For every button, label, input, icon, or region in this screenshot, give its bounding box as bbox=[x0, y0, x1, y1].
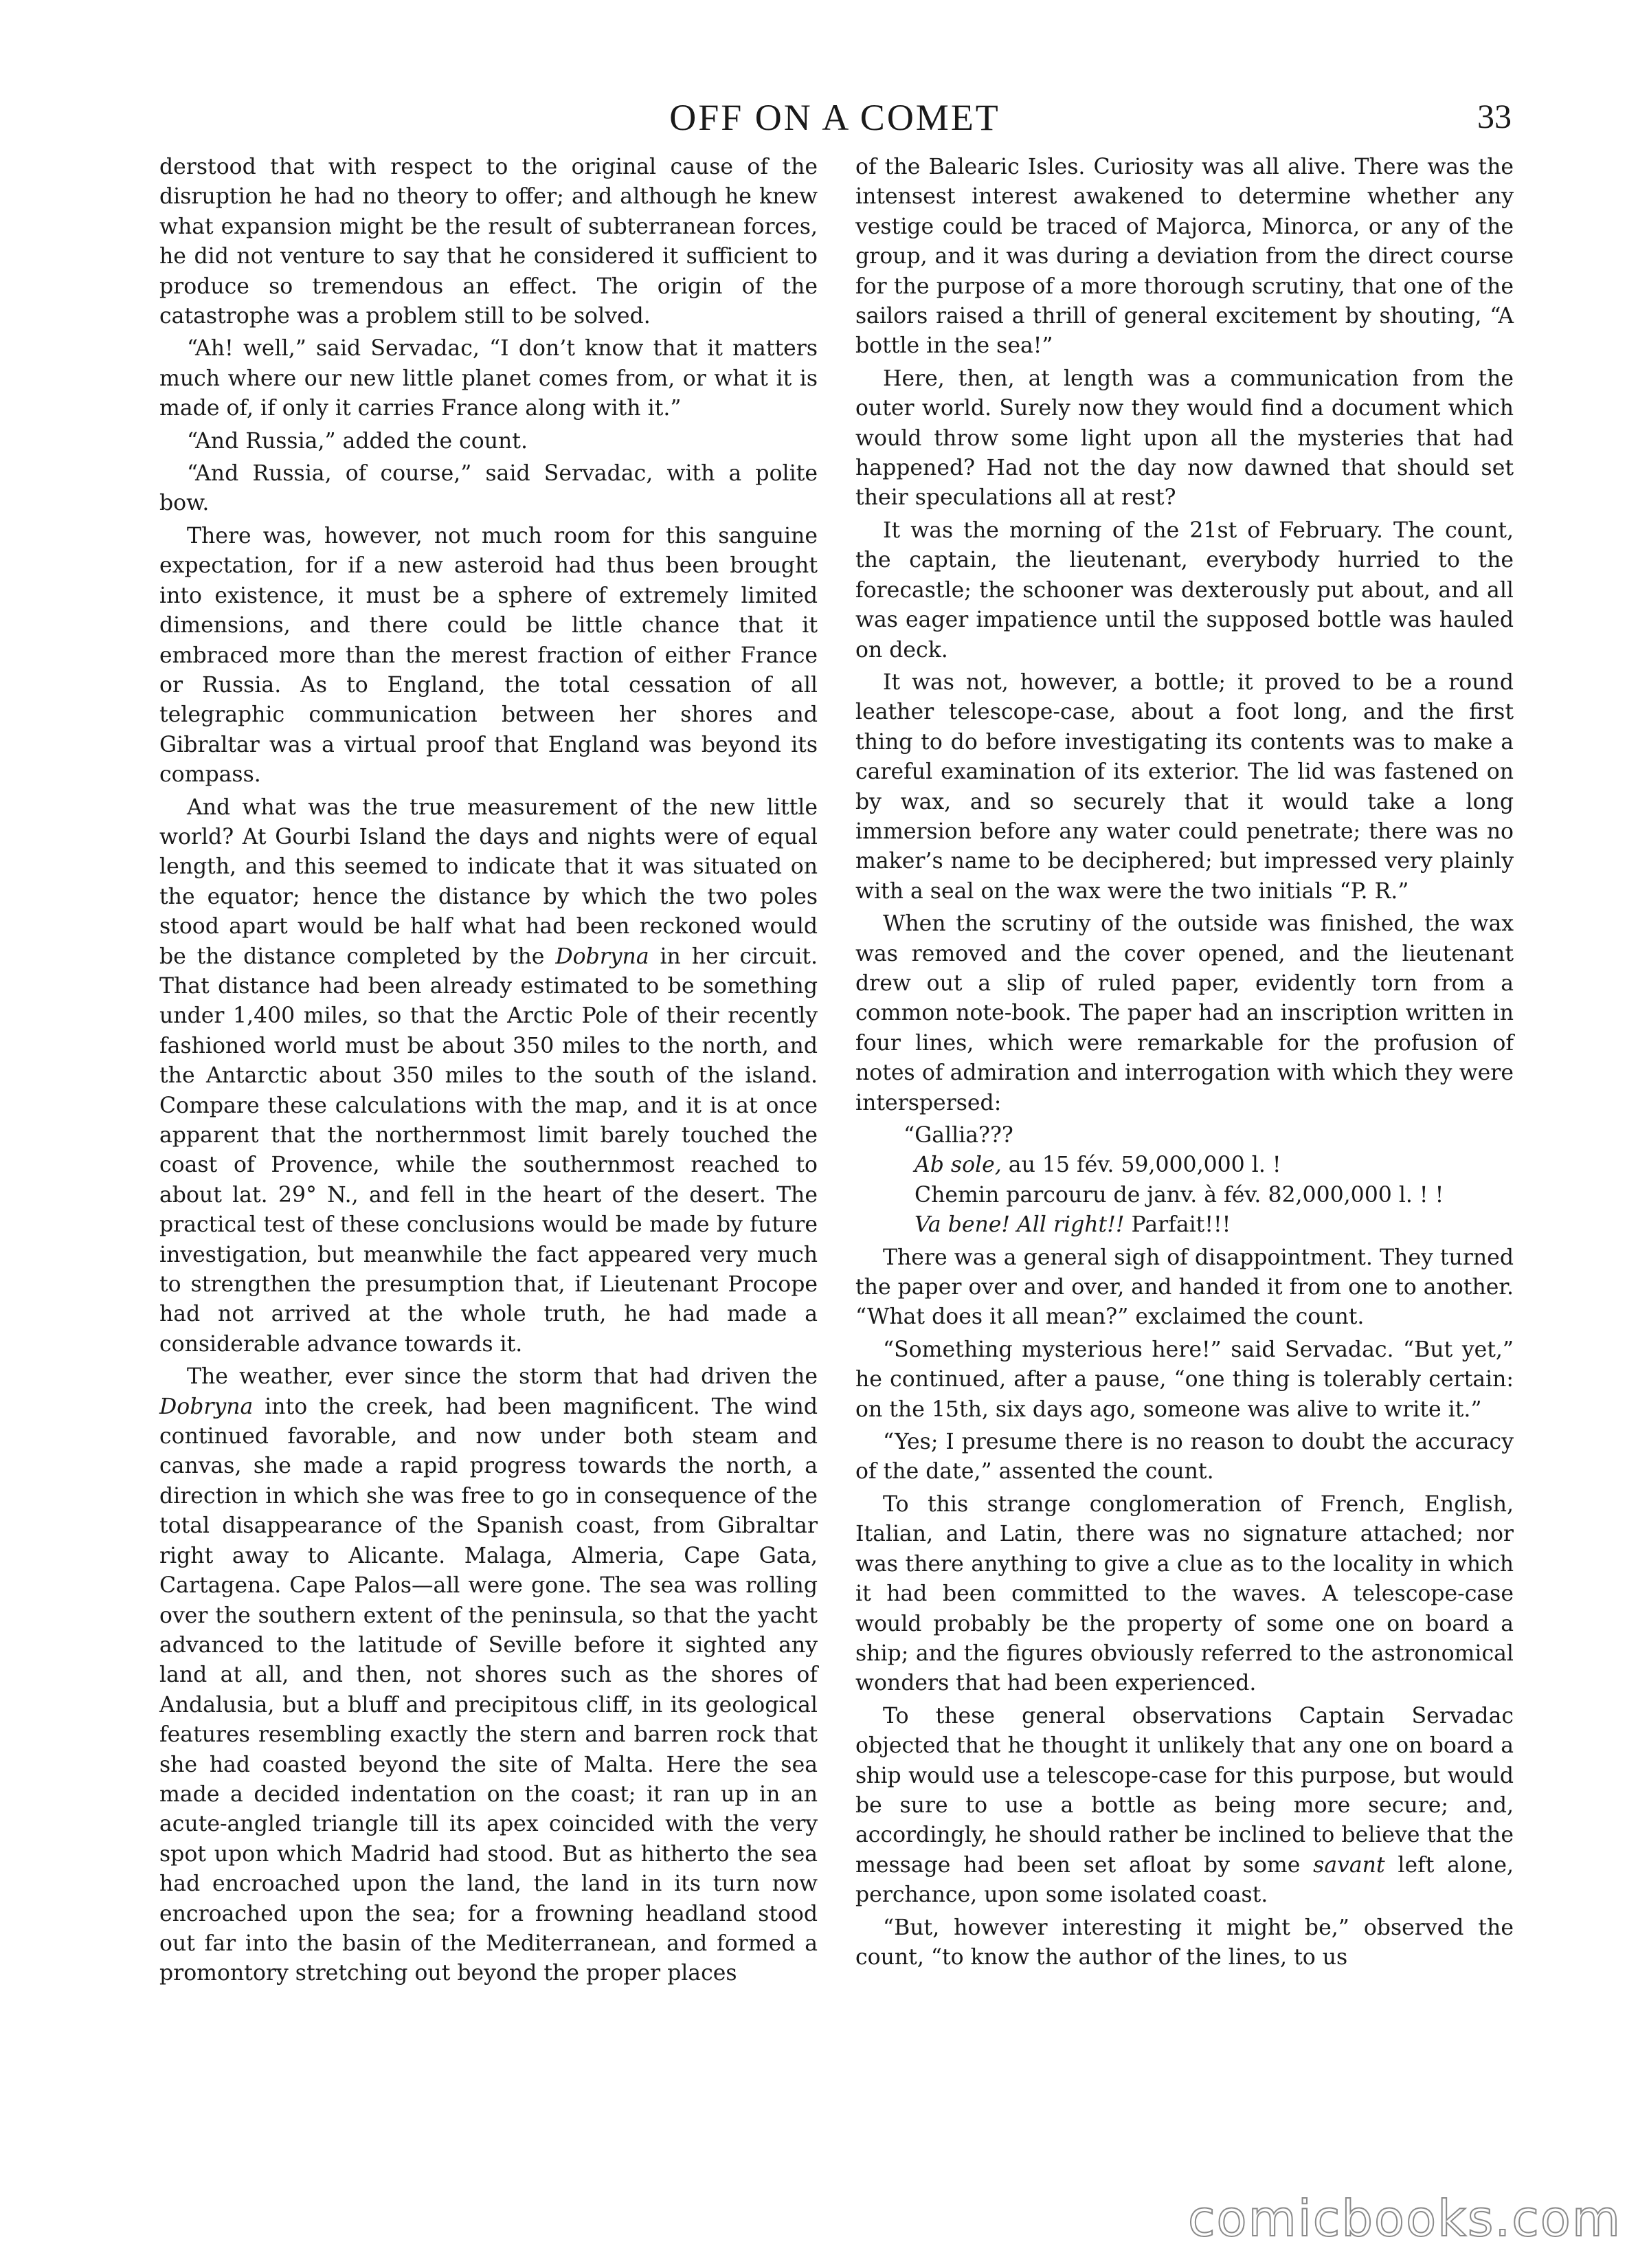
paragraph: of the Balearic Isles. Curiosity was all alive. There was the intensest interest awakened to determine whether any vestige could be traced of Majorca, Minorca, or any of the group, and it was during a deviation from the direct course for the purpose of a more thorough scrutiny, that one of the sailors raised a thrill of general excitement by shouting, “A bottle in the sea!” bbox=[855, 155, 1514, 359]
paragraph: “Yes; I presume there is no reason to doubt the accuracy of the date,” assented the count. bbox=[855, 1430, 1514, 1485]
paragraph: Here, then, at length was a communication from the outer world. Surely now they would find a document which would throw some light upon all the mysteries that had happened? Had not the day now dawned that should set their speculations all at rest? bbox=[855, 366, 1514, 511]
message-line-4-rest: Parfait!!! bbox=[1124, 1212, 1231, 1238]
message-line-2-italic: Ab sole, bbox=[915, 1153, 1002, 1178]
paragraph: And what was the true measurement of the new little world? At Gourbi Island the days and nights were of equal length, and this seemed to indicate that it was situated on the equator; hence the distance by which the two poles stood apart would be half what had been reckoned would be the distance completed by the Dobryna in her circuit. That distance had been already estimated to be something under 1,400 miles, so that the Arctic Pole of their recently fashioned world must be about 350 miles to the north, and the Antarctic about 350 miles to the south of the island. Compare these calculations with the map, and it is at once apparent that the northernmost limit barely touched the coast of Provence, while the southernmost reached to about lat. 29° N., and fell in the heart of the desert. The practical test of these conclusions would be made by future investigation, but meanwhile the fact appeared very much to strengthen the presumption that, if Lieutenant Procope had not arrived at the whole truth, he had made a considerable advance towards it. bbox=[159, 794, 818, 1357]
message-line-2-rest: au 15 fév. 59,000,000 l. ! bbox=[1001, 1153, 1281, 1178]
paragraph: To this strange conglomeration of French, English, Italian, and Latin, there was no signature attached; nor was there anything to give a clue as to the locality in which it had been committed to the waves. A telescope-case would probably be the property of some one on board a ship; and the figures obviously referred to the astronomical wonders that had been experienced. bbox=[855, 1491, 1514, 1696]
message-line-2 bbox=[855, 1150, 1514, 1180]
page-number: 33 bbox=[1477, 97, 1512, 135]
message-line-3: Chemin parcouru de janv. à fév. 82,000,000 l. ! ! bbox=[915, 1182, 1444, 1208]
right-column bbox=[855, 153, 1514, 1975]
message-line-4-italic: Va bene! All right!! bbox=[915, 1212, 1125, 1238]
paragraph: “And Russia, of course,” said Servadac, with a polite bow. bbox=[159, 461, 818, 516]
left-column bbox=[159, 153, 818, 1992]
paragraph: There was, however, not much room for this sanguine expectation, for if a new asteroid had thus been brought into existence, it must be a sphere of extremely limited dimensions, and there could be little chance that it embraced more than the merest fraction of either France or Russia. As to England, the total cessation of all telegraphic communication between her shores and Gibraltar was a virtual proof that England was beyond its compass. bbox=[159, 523, 818, 788]
paragraph: “And Russia,” added the count. bbox=[187, 428, 528, 454]
paragraph: There was a general sigh of disappointment. They turned the paper over and over, and handed it from one to another. “What does it all mean?” exclaimed the count. bbox=[855, 1245, 1514, 1330]
paragraph: The weather, ever since the storm that had driven the Dobryna into the creek, had been magnificent. The wind continued favorable, and now under both steam and canvas, she made a rapid progress towards the north, a direction in which she was free to go in consequence of the total disappearance of the Spanish coast, from Gibraltar right away to Alicante. Malaga, Almeria, Cape Gata, Cartagena. Cape Palos—all were gone. The sea was rolling over the southern extent of the peninsula, so that the yacht advanced to the latitude of Seville before it sighted any land at all, and then, not shores such as the shores of Andalusia, but a bluff and precipitous cliff, in its geological features resembling exactly the stern and barren rock that she had coasted beyond the site of Malta. Here the sea made a decided indentation on the coast; it ran up in an acute-angled triangle till its apex coincided with the very spot upon which Madrid had stood. But as hitherto the sea had encroached upon the land, the land in its turn now encroached upon the sea; for a frowning headland stood out far into the basin of the Mediterranean, and formed a promontory stretching out beyond the proper places bbox=[159, 1364, 818, 1986]
running-title: OFF ON A COMET bbox=[669, 97, 1000, 138]
paragraph: It was not, however, a bottle; it proved to be a round leather telescope-case, about a foot long, and the first thing to do before investigating its contents was to make a careful examination of its exterior. The lid was fastened on by wax, and so securely that it would take a long immersion before any water could penetrate; there was no maker’s name to be deciphered; but impressed very plainly with a seal on the wax were the two initials “P. R.” bbox=[855, 669, 1514, 904]
message-line-1: “Gallia??? bbox=[904, 1123, 1013, 1148]
paragraph: “Something mysterious here!” said Servadac. “But yet,” he continued, after a pause, “one thing is tolerably certain: on the 15th, six days ago, someone was alive to write it.” bbox=[855, 1337, 1514, 1422]
running-header bbox=[158, 96, 1512, 144]
message-line-4 bbox=[855, 1210, 1514, 1240]
paragraph: To these general observations Captain Servadac objected that he thought it unlikely that any one on board a ship would use a telescope-case for this purpose, but would be sure to use a bottle as being more secure; and, accordingly, he should rather be inclined to believe that the message had been set afloat by some savant left alone, perchance, upon some isolated coast. bbox=[855, 1703, 1514, 1908]
paragraph: It was the morning of the 21st of February. The count, the captain, the lieutenant, everybody hurried to the forecastle; the schooner was dexterously put about, and all was eager impatience until the supposed bottle was hauled on deck. bbox=[855, 518, 1514, 663]
paragraph: “Ah! well,” said Servadac, “I don’t know that it matters much where our new little planet comes from, or what it is made of, if only it carries France along with it.” bbox=[159, 336, 818, 421]
paragraph: “But, however interesting it might be,” observed the count, “to know the author of the lines, to us bbox=[855, 1915, 1514, 1970]
paragraph: When the scrutiny of the outside was finished, the wax was removed and the cover opened, and the lieutenant drew out a slip of ruled paper, evidently torn from a common note-book. The paper had an inscription written in four lines, which were remarkable for the profusion of notes of admiration and interrogation with which they were interspersed: bbox=[855, 911, 1514, 1115]
bottle-message bbox=[855, 1121, 1514, 1241]
paragraph: derstood that with respect to the original cause of the disruption he had no theory to offer; and although he knew what expansion might be the result of subterranean forces, he did not venture to say that he considered it sufficient to produce so tremendous an effect. The origin of the catastrophe was a problem still to be solved. bbox=[159, 155, 818, 329]
watermark-logo: comicbooks.com bbox=[1187, 2190, 1622, 2247]
